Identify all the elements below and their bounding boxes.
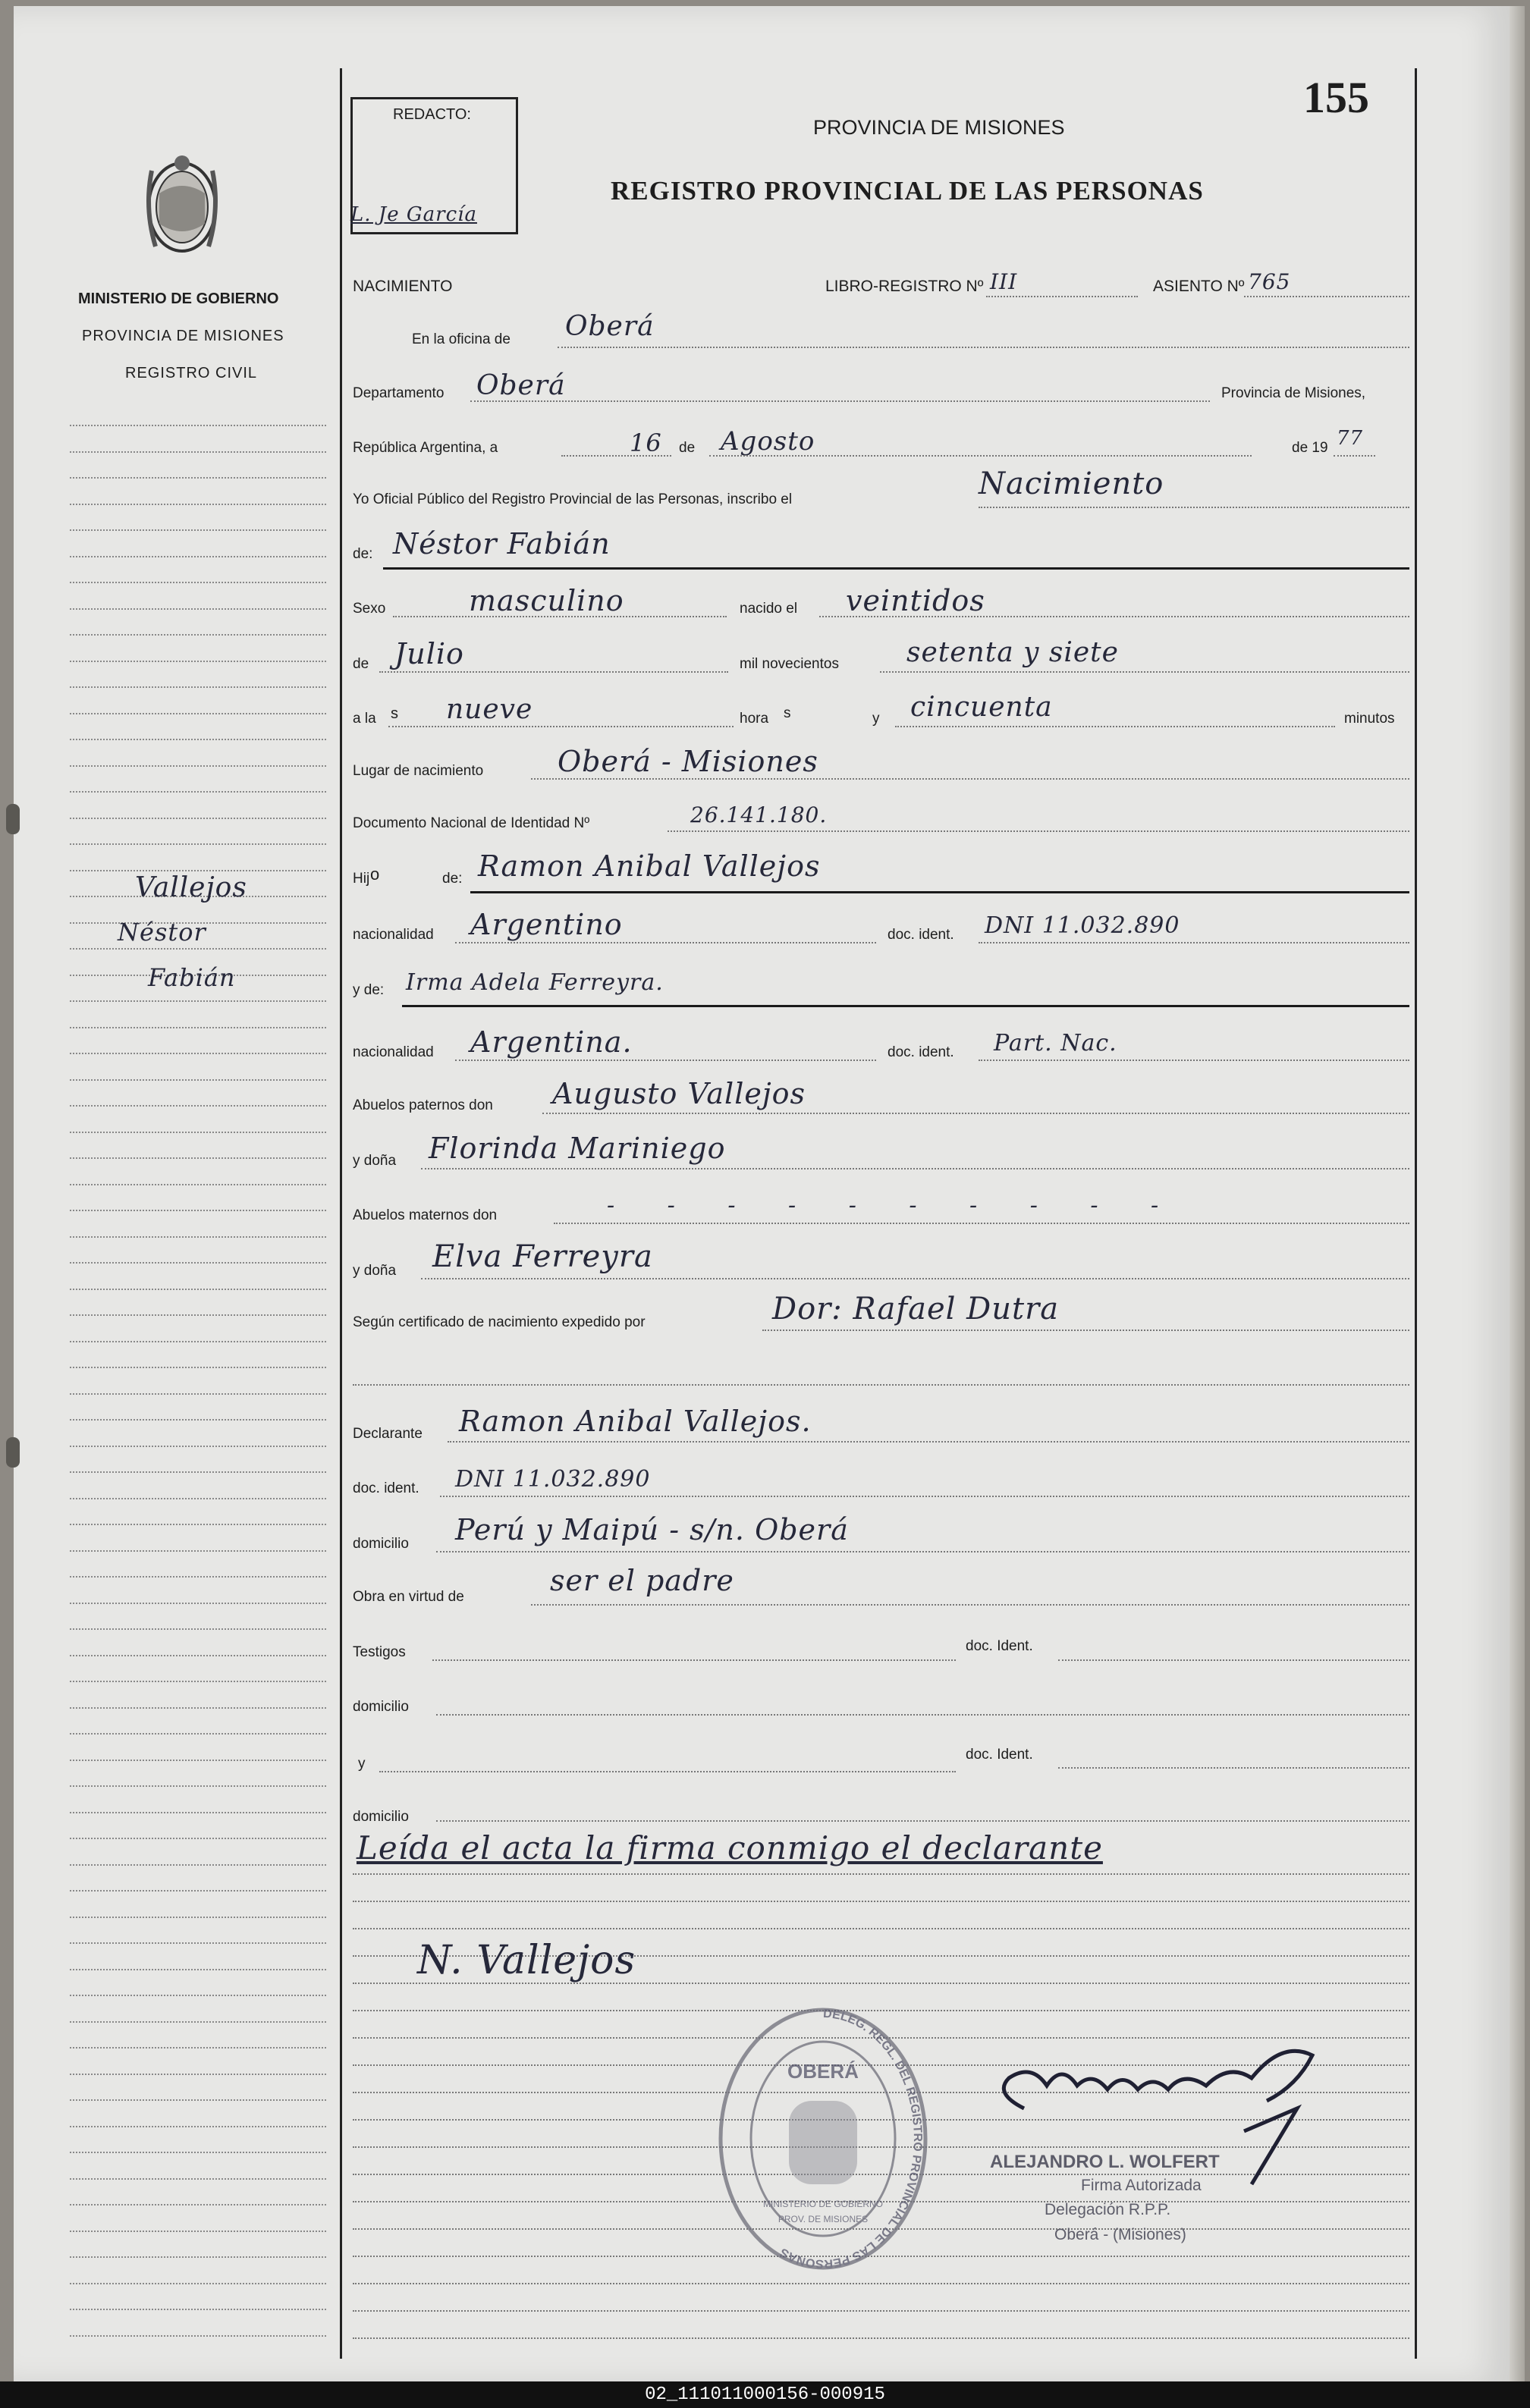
nacimiento-label: NACIMIENTO [353, 278, 453, 295]
declarante-value: Ramon Anibal Vallejos. [459, 1405, 812, 1438]
stamp-province: PROV. DE MISIONES [778, 2214, 869, 2224]
obra-value: ser el padre [550, 1564, 734, 1597]
inscribo-value: Nacimiento [979, 466, 1164, 501]
ruled-line [70, 765, 326, 767]
right-frame-line [1415, 68, 1417, 2359]
civil-registry-label: REGISTRO CIVIL [125, 365, 258, 381]
mother-doc-label: doc. ident. [888, 1044, 954, 1060]
ruled-line [70, 1289, 326, 1290]
sexo-label: Sexo [353, 601, 386, 617]
ruled-line [353, 1873, 1409, 1875]
ruled-line [70, 2283, 326, 2284]
stamp-ministry: MINISTERIO DE GOBIERNO [762, 2199, 884, 2209]
ruled-line [70, 1262, 326, 1264]
ab-mat-label: Abuelos maternos don [353, 1207, 498, 1223]
coat-of-arms-emblem [137, 148, 228, 269]
republica-label: República Argentina, a [353, 440, 498, 456]
ruled-line [70, 1367, 326, 1368]
ruled-line [70, 1105, 326, 1107]
ruled-line [70, 2231, 326, 2232]
de-label: de [679, 440, 696, 456]
libro-value: III [990, 269, 1018, 294]
hora-suffix: s [784, 705, 791, 721]
father-nac-label: nacionalidad [353, 927, 434, 943]
registrant-name: Néstor Fabián [393, 527, 611, 560]
testigos-label: Testigos [353, 1644, 406, 1660]
province-label: PROVINCIA DE MISIONES [82, 328, 284, 344]
redacto-label: REDACTO: [393, 106, 471, 123]
birth-month-value: Julio [394, 637, 464, 670]
page-number: 155 [1303, 73, 1369, 122]
scan-id-footer: 02_111011000156-000915 [0, 2381, 1530, 2408]
ala-suffix: s [391, 705, 398, 722]
official-title-1: Firma Autorizada [1081, 2177, 1202, 2194]
ruled-line [70, 1393, 326, 1395]
oficina-value: Oberá [565, 311, 655, 342]
obra-label: Obra en virtud de [353, 1589, 464, 1605]
ruled-line [70, 2309, 326, 2310]
sexo-value: masculino [469, 584, 624, 617]
official-title-3: Oberá - (Misiones) [1054, 2226, 1186, 2243]
ruled-line [70, 870, 326, 871]
ruled-line [70, 608, 326, 610]
departamento-label: Departamento [353, 385, 445, 401]
ruled-line [353, 1928, 1409, 1929]
ruled-line [70, 1132, 326, 1133]
margin-middlename: Fabián [148, 963, 236, 992]
margin-surname: Vallejos [135, 872, 247, 903]
cert-value: Dor: Rafael Dutra [772, 1292, 1060, 1326]
ruled-line [70, 1157, 326, 1159]
left-frame-line [340, 68, 342, 2359]
ruled-line [70, 713, 326, 714]
ruled-line [70, 2152, 326, 2153]
provincia-suffix: Provincia de Misiones, [1221, 385, 1366, 401]
ruled-line [70, 739, 326, 740]
month-value: Agosto [721, 426, 815, 457]
ruled-line [70, 1079, 326, 1081]
ruled-line [70, 1969, 326, 1970]
ruled-line [70, 1576, 326, 1578]
page-edge [1510, 6, 1525, 2384]
binder-hole [6, 1437, 20, 1468]
testigo2-y-label: y [358, 1756, 366, 1772]
ruled-line [70, 1733, 326, 1735]
ab-pat-dona-value: Florinda Mariniego [429, 1132, 726, 1165]
official-name: ALEJANDRO L. WOLFERT [990, 2152, 1220, 2172]
ruled-line [70, 791, 326, 793]
ruled-line [70, 661, 326, 662]
ab-mat-value: - - - - - - - - - - [607, 1192, 1182, 1219]
day-value: 16 [630, 429, 662, 457]
ruled-line [70, 477, 326, 479]
ab-pat-label: Abuelos paternos don [353, 1097, 493, 1113]
province-title: PROVINCIA DE MISIONES [813, 116, 1065, 139]
hij-suffix: o [370, 865, 380, 884]
ruled-line [70, 1785, 326, 1787]
y-label: y [872, 711, 880, 727]
ab-mat-dona-value: Elva Ferreyra [432, 1239, 653, 1274]
binder-hole [6, 804, 20, 834]
ruled-line [70, 1184, 326, 1185]
official-title-2: Delegación R.P.P. [1045, 2201, 1171, 2218]
ruled-line [70, 2335, 326, 2337]
mother-nac-value: Argentina. [470, 1025, 633, 1059]
lugar-value: Oberá - Misiones [558, 745, 818, 778]
ruled-line [70, 818, 326, 819]
ruled-line [70, 1917, 326, 1918]
cert-label: Según certificado de nacimiento expedido por [353, 1314, 646, 1330]
testigo2-doc-label: doc. Ident. [966, 1747, 1033, 1763]
ruled-line [70, 1890, 326, 1892]
ruled-line [70, 582, 326, 583]
mil-label: mil novecientos [740, 656, 839, 672]
ruled-line [70, 529, 326, 531]
father-doc-label: doc. ident. [888, 927, 954, 943]
ruled-line [70, 1341, 326, 1342]
asiento-label: ASIENTO Nº [1153, 278, 1245, 295]
father-name: Ramon Anibal Vallejos [478, 849, 821, 883]
testigo2-domicilio-label: domicilio [353, 1809, 409, 1825]
hij-label: Hij [353, 871, 370, 887]
testigo1-domicilio-label: domicilio [353, 1699, 409, 1715]
dni-label: Documento Nacional de Identidad Nº [353, 815, 590, 831]
stamp-city: OBERÁ [787, 2060, 859, 2083]
father-nac-value: Argentino [470, 908, 623, 941]
redacto-name: L. Je García [350, 203, 477, 226]
ruled-line [70, 1655, 326, 1656]
hij-de-label: de: [442, 871, 463, 887]
ruled-line [70, 2178, 326, 2180]
mother-doc-value: Part. Nac. [994, 1030, 1117, 1056]
declarant-signature: N. Vallejos [417, 1938, 636, 1983]
hora-label: hora [740, 711, 769, 727]
ab-pat-dona-label: y doña [353, 1153, 397, 1169]
ruled-line [70, 1210, 326, 1211]
ruled-line [70, 425, 326, 426]
ruled-line [70, 1681, 326, 1682]
ruled-line [70, 1550, 326, 1552]
ruled-line [353, 1901, 1409, 1902]
ruled-line [70, 1838, 326, 1839]
margin-firstname: Néstor [118, 918, 206, 947]
father-doc-value: DNI 11.032.890 [985, 912, 1180, 939]
libro-label: LIBRO-REGISTRO Nº [825, 278, 984, 295]
ruled-line [70, 1053, 326, 1054]
ruled-line [70, 1995, 326, 1996]
ruled-line [70, 634, 326, 636]
ruled-line [70, 2256, 326, 2258]
ala-label: a la [353, 711, 376, 727]
ruled-line [70, 1419, 326, 1421]
stamp-ring-text: DELEG. REGL. DEL REGISTRO PROVINCIAL DE LAS PERSONAS [778, 2007, 924, 2271]
minutes-value: cincuenta [910, 692, 1053, 723]
nacido-label: nacido el [740, 601, 798, 617]
decl-doc-label: doc. ident. [353, 1480, 419, 1496]
official-stamp [713, 2002, 933, 2275]
ruled-line [70, 1812, 326, 1813]
birth-month-label: de [353, 656, 369, 672]
hour-value: nueve [446, 694, 533, 725]
ruled-line [70, 1864, 326, 1866]
ruled-line [70, 948, 326, 950]
ruled-line [353, 2310, 1409, 2312]
ruled-line [70, 1027, 326, 1028]
mother-nac-label: nacionalidad [353, 1044, 434, 1060]
ruled-line [70, 1471, 326, 1473]
ruled-line [70, 2126, 326, 2127]
ruled-line [70, 2099, 326, 2101]
ruled-line [70, 1524, 326, 1525]
oficial-label: Yo Oficial Público del Registro Provincial de las Personas, inscribo el [353, 491, 793, 507]
ruled-line [70, 451, 326, 453]
ruled-line [70, 504, 326, 505]
ruled-line [70, 2021, 326, 2023]
dni-value: 26.141.180. [690, 802, 828, 827]
ruled-line [70, 843, 326, 845]
ruled-line [70, 1707, 326, 1709]
registry-title: REGISTRO PROVINCIAL DE LAS PERSONAS [611, 176, 1204, 206]
domicilio-value: Perú y Maipú - s/n. Oberá [455, 1513, 849, 1546]
oficina-label: En la oficina de [412, 331, 511, 347]
de-name-label: de: [353, 546, 373, 562]
ruled-line [70, 2074, 326, 2075]
ruled-line [70, 1603, 326, 1604]
departamento-value: Oberá [476, 370, 566, 401]
testigo1-doc-label: doc. Ident. [966, 1638, 1033, 1654]
asiento-value: 765 [1248, 269, 1291, 294]
ab-pat-value: Augusto Vallejos [552, 1077, 806, 1110]
mother-name: Irma Adela Ferreyra. [406, 969, 664, 996]
lugar-label: Lugar de nacimiento [353, 763, 484, 779]
nacido-value: veintidos [846, 584, 985, 617]
minutos-label: minutos [1344, 711, 1395, 727]
decl-doc-value: DNI 11.032.890 [455, 1466, 651, 1493]
declarante-label: Declarante [353, 1426, 423, 1442]
ruled-line [70, 1498, 326, 1499]
ruled-line [70, 1942, 326, 1944]
ruled-line [70, 1314, 326, 1316]
ruled-line [70, 1628, 326, 1630]
ruled-line [70, 1236, 326, 1238]
ruled-line [70, 2204, 326, 2206]
year-prefix: de 19 [1292, 440, 1328, 456]
ruled-line [70, 1000, 326, 1002]
ministry-label: MINISTERIO DE GOBIERNO [78, 290, 279, 307]
mother-label: y de: [353, 982, 385, 998]
ruled-line [353, 2337, 1409, 2339]
ab-mat-dona-label: y doña [353, 1263, 397, 1279]
ruled-line [70, 2047, 326, 2049]
domicilio-label: domicilio [353, 1536, 409, 1552]
mil-value: setenta y siete [906, 637, 1119, 668]
year-value: 77 [1337, 427, 1364, 450]
ruled-line [353, 2283, 1409, 2284]
ruled-line [70, 556, 326, 557]
ruled-line [70, 686, 326, 688]
ruled-line [70, 1446, 326, 1447]
ruled-line [70, 1760, 326, 1761]
closing-note: Leída el acta la firma conmigo el declarante [357, 1829, 1103, 1866]
